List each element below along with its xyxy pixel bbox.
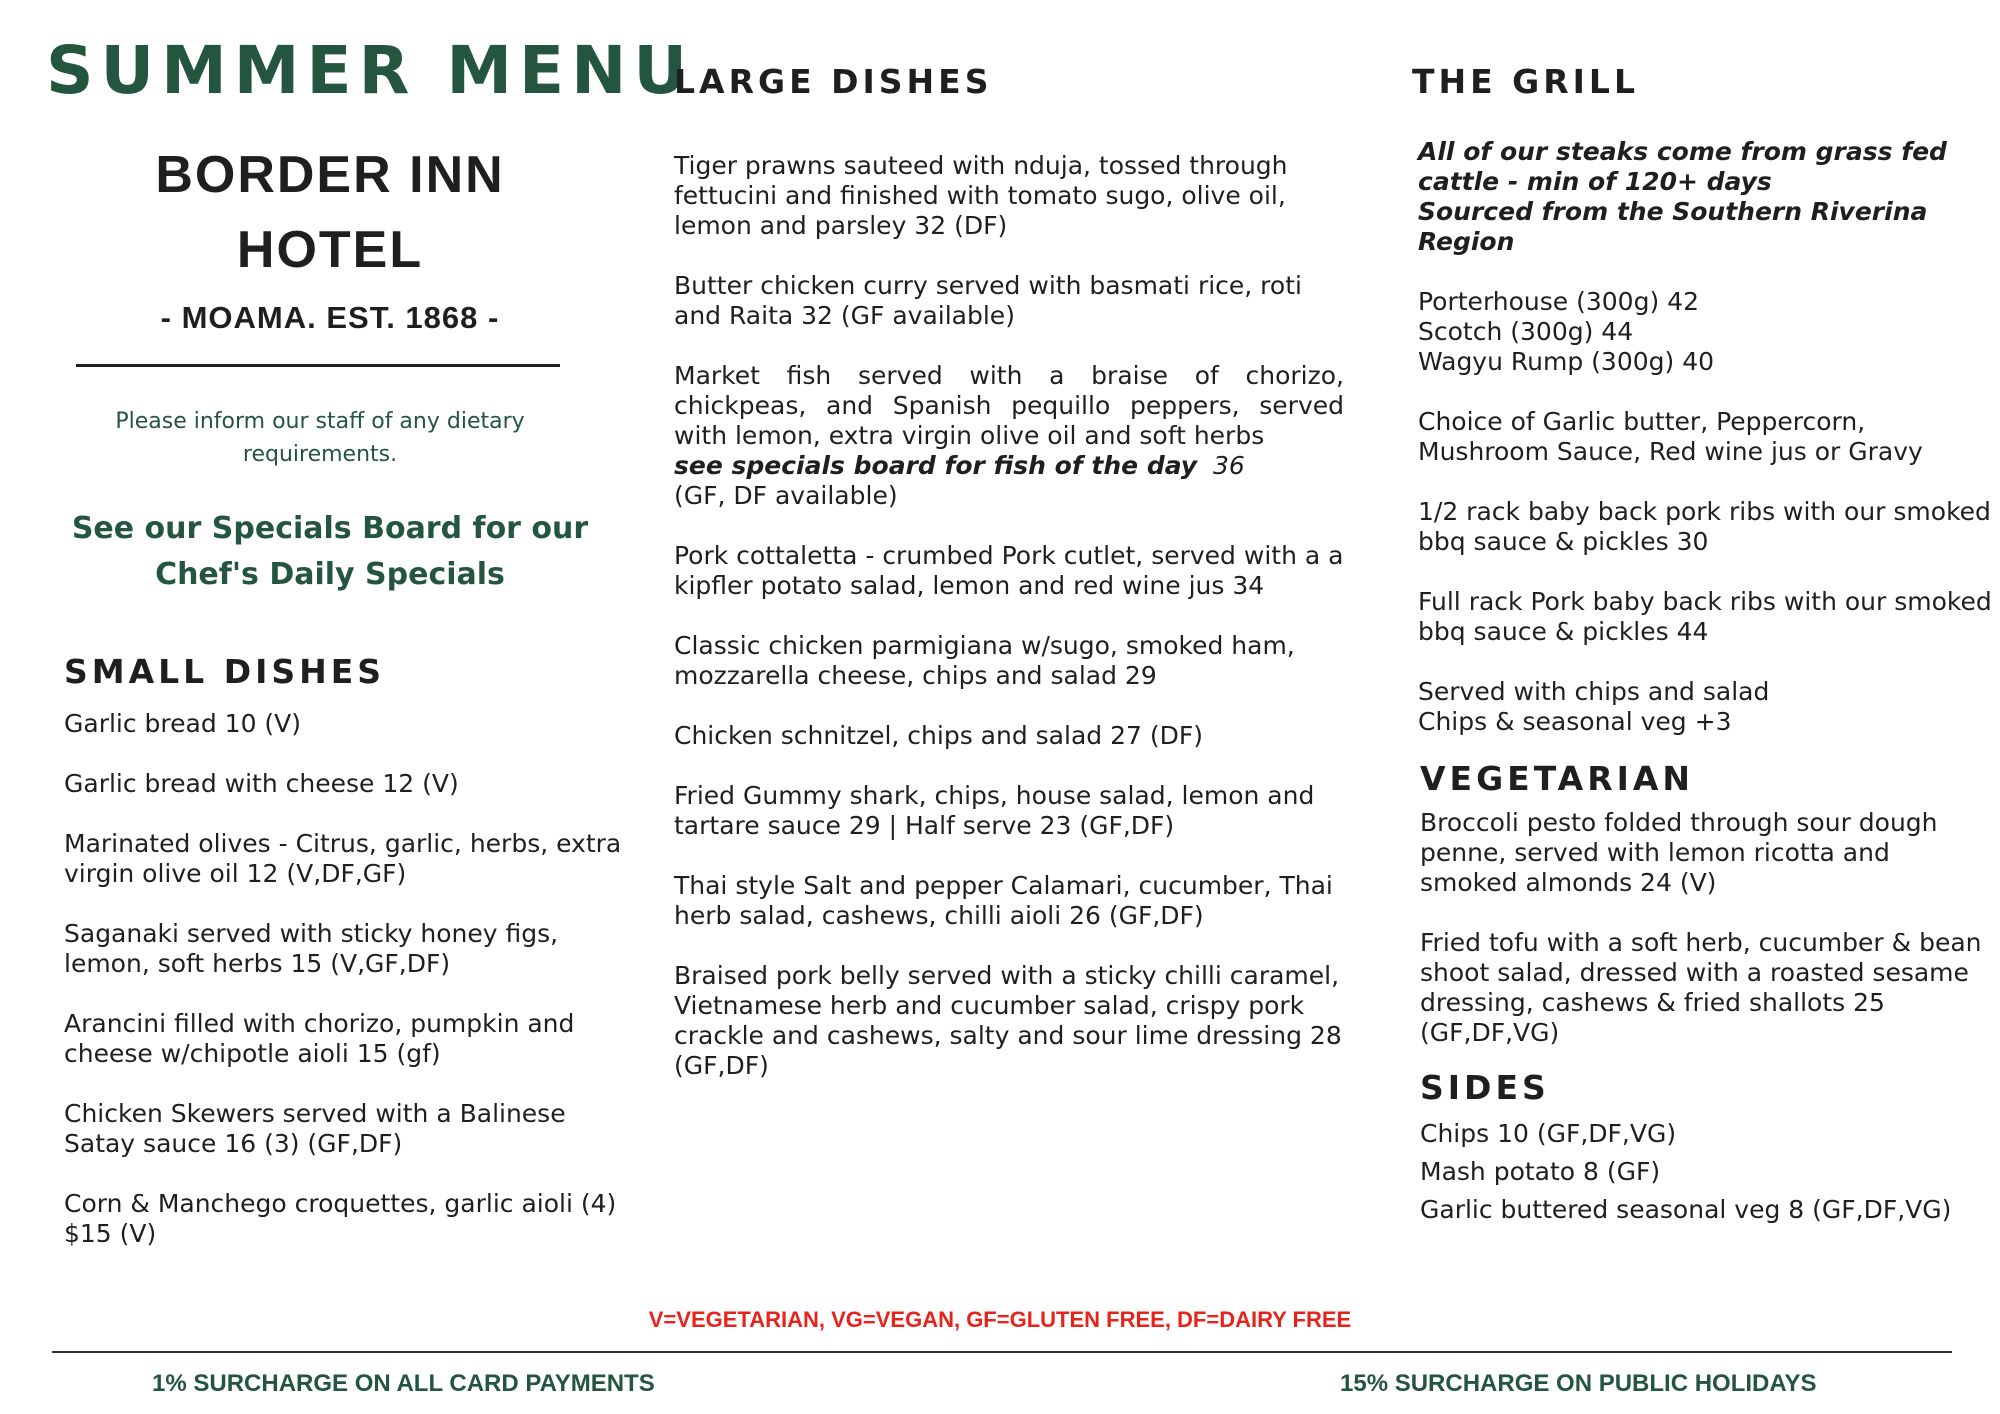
menu-item: Marinated olives - Citrus, garlic, herbs, extra virgin olive oil 12 (V,DF,GF) <box>64 829 622 888</box>
grill-intro-line2: Sourced from the Southern Riverina Region <box>1418 197 1928 256</box>
vegetarian-heading: VEGETARIAN <box>1420 759 1695 798</box>
menu-item: Garlic buttered seasonal veg 8 (GF,DF,VG) <box>1420 1195 1952 1224</box>
grill-section <box>1412 62 1992 1233</box>
menu-item-market-fish <box>674 361 1344 511</box>
menu-item: Braised pork belly served with a sticky chilli caramel, Vietnamese herb and cucumber salad, crispy pork crackle and cashews, salty and sour lime dressing 28 (GF,DF) <box>674 961 1342 1080</box>
menu-item: Full rack Pork baby back ribs with our smoked bbq sauce & pickles 44 <box>1418 587 1992 646</box>
small-dishes-section <box>64 652 624 1279</box>
small-dishes-heading: SMALL DISHES <box>64 652 386 691</box>
menu-item: Butter chicken curry served with basmati rice, roti and Raita 32 (GF available) <box>674 271 1302 330</box>
hotel-name-line2: HOTEL <box>236 221 424 279</box>
steak-list <box>1412 287 1992 377</box>
menu-item: Tiger prawns sauteed with nduja, tossed through fettucini and finished with tomato sugo, olive oil, lemon and parsley 32 (DF) <box>674 151 1288 240</box>
menu-item: Pork cottaletta - crumbed Pork cutlet, served with a a kipfler potato salad, lemon and red wine jus 34 <box>674 541 1344 600</box>
specials-note-line2: Chef's Daily Specials <box>155 557 505 592</box>
market-fish-price: 36 <box>1213 451 1245 480</box>
served-with-line1: Served with chips and salad <box>1418 677 1770 706</box>
market-fish-description: Market fish served with a braise of chorizo, chickpeas, and Spanish pequillo peppers, served with lemon, extra virgin olive oil and soft herbs <box>674 361 1344 450</box>
hotel-name-line1: BORDER INN <box>155 146 505 204</box>
steak-item: Wagyu Rump (300g) 40 <box>1418 347 1715 376</box>
header-divider <box>76 364 560 367</box>
menu-item: Mash potato 8 (GF) <box>1420 1157 1661 1186</box>
menu-item: Garlic bread with cheese 12 (V) <box>64 769 459 798</box>
market-fish-special-note: see specials board for fish of the day <box>674 451 1198 480</box>
grill-intro-line1: All of our steaks come from grass fed cattle - min of 120+ days <box>1418 137 1947 196</box>
menu-item: Classic chicken parmigiana w/sugo, smoked ham, mozzarella cheese, chips and salad 29 <box>674 631 1295 690</box>
menu-item: 1/2 rack baby back pork ribs with our smoked bbq sauce & pickles 30 <box>1418 497 1991 556</box>
holiday-surcharge-note: 15% SURCHARGE ON PUBLIC HOLIDAYS <box>1340 1370 1817 1397</box>
menu-item: Corn & Manchego croquettes, garlic aioli (4) $15 (V) <box>64 1189 617 1248</box>
steak-item: Scotch (300g) 44 <box>1418 317 1634 346</box>
dietary-note: Please inform our staff of any dietary requirements. <box>115 409 525 467</box>
menu-item: Arancini filled with chorizo, pumpkin and cheese w/chipotle aioli 15 (gf) <box>64 1009 575 1068</box>
menu-title: SUMMER MENU <box>46 32 694 109</box>
served-with-line2: Chips & seasonal veg +3 <box>1418 707 1732 736</box>
menu-item: Thai style Salt and pepper Calamari, cucumber, Thai herb salad, cashews, chilli aioli 26 (GF,DF) <box>674 871 1333 930</box>
small-dishes-list <box>64 709 624 1249</box>
sides-list <box>1412 1119 1992 1225</box>
hotel-name <box>60 138 600 288</box>
menu-item: Garlic bread 10 (V) <box>64 709 302 738</box>
menu-item: Chips 10 (GF,DF,VG) <box>1420 1119 1677 1148</box>
sauce-options: Choice of Garlic butter, Peppercorn, Mushroom Sauce, Red wine jus or Gravy <box>1418 407 1923 466</box>
grill-heading: THE GRILL <box>1412 62 1639 101</box>
specials-note <box>60 506 600 598</box>
menu-item: Saganaki served with sticky honey figs, lemon, soft herbs 15 (V,GF,DF) <box>64 919 559 978</box>
menu-item: Broccoli pesto folded through sour dough penne, served with lemon ricotta and smoked almonds 24 (V) <box>1420 808 1938 897</box>
grill-intro <box>1412 137 1992 257</box>
large-dishes-heading: LARGE DISHES <box>674 62 993 101</box>
menu-item: Chicken schnitzel, chips and salad 27 (DF) <box>674 721 1203 750</box>
footer-divider <box>52 1351 1952 1353</box>
hotel-established: - MOAMA. EST. 1868 - <box>160 300 500 335</box>
menu-item: Fried tofu with a soft herb, cucumber & bean shoot salad, dressed with a roasted sesame dressing, cashews & fried shallots 25 (GF,DF,VG) <box>1420 928 1982 1047</box>
sides-heading: SIDES <box>1420 1068 1550 1107</box>
large-dishes-section <box>674 62 1344 1111</box>
card-surcharge-note: 1% SURCHARGE ON ALL CARD PAYMENTS <box>152 1370 655 1397</box>
market-fish-dietary: (GF, DF available) <box>674 481 898 510</box>
steak-item: Porterhouse (300g) 42 <box>1418 287 1699 316</box>
dietary-legend: V=VEGETARIAN, VG=VEGAN, GF=GLUTEN FREE, DF=DAIRY FREE <box>648 1307 1352 1332</box>
grill-served-with <box>1412 677 1992 737</box>
menu-item: Fried Gummy shark, chips, house salad, lemon and tartare sauce 29 | Half serve 23 (GF,DF) <box>674 781 1315 840</box>
menu-item: Chicken Skewers served with a Balinese Satay sauce 16 (3) (GF,DF) <box>64 1099 566 1158</box>
specials-note-line1: See our Specials Board for our <box>71 511 589 546</box>
